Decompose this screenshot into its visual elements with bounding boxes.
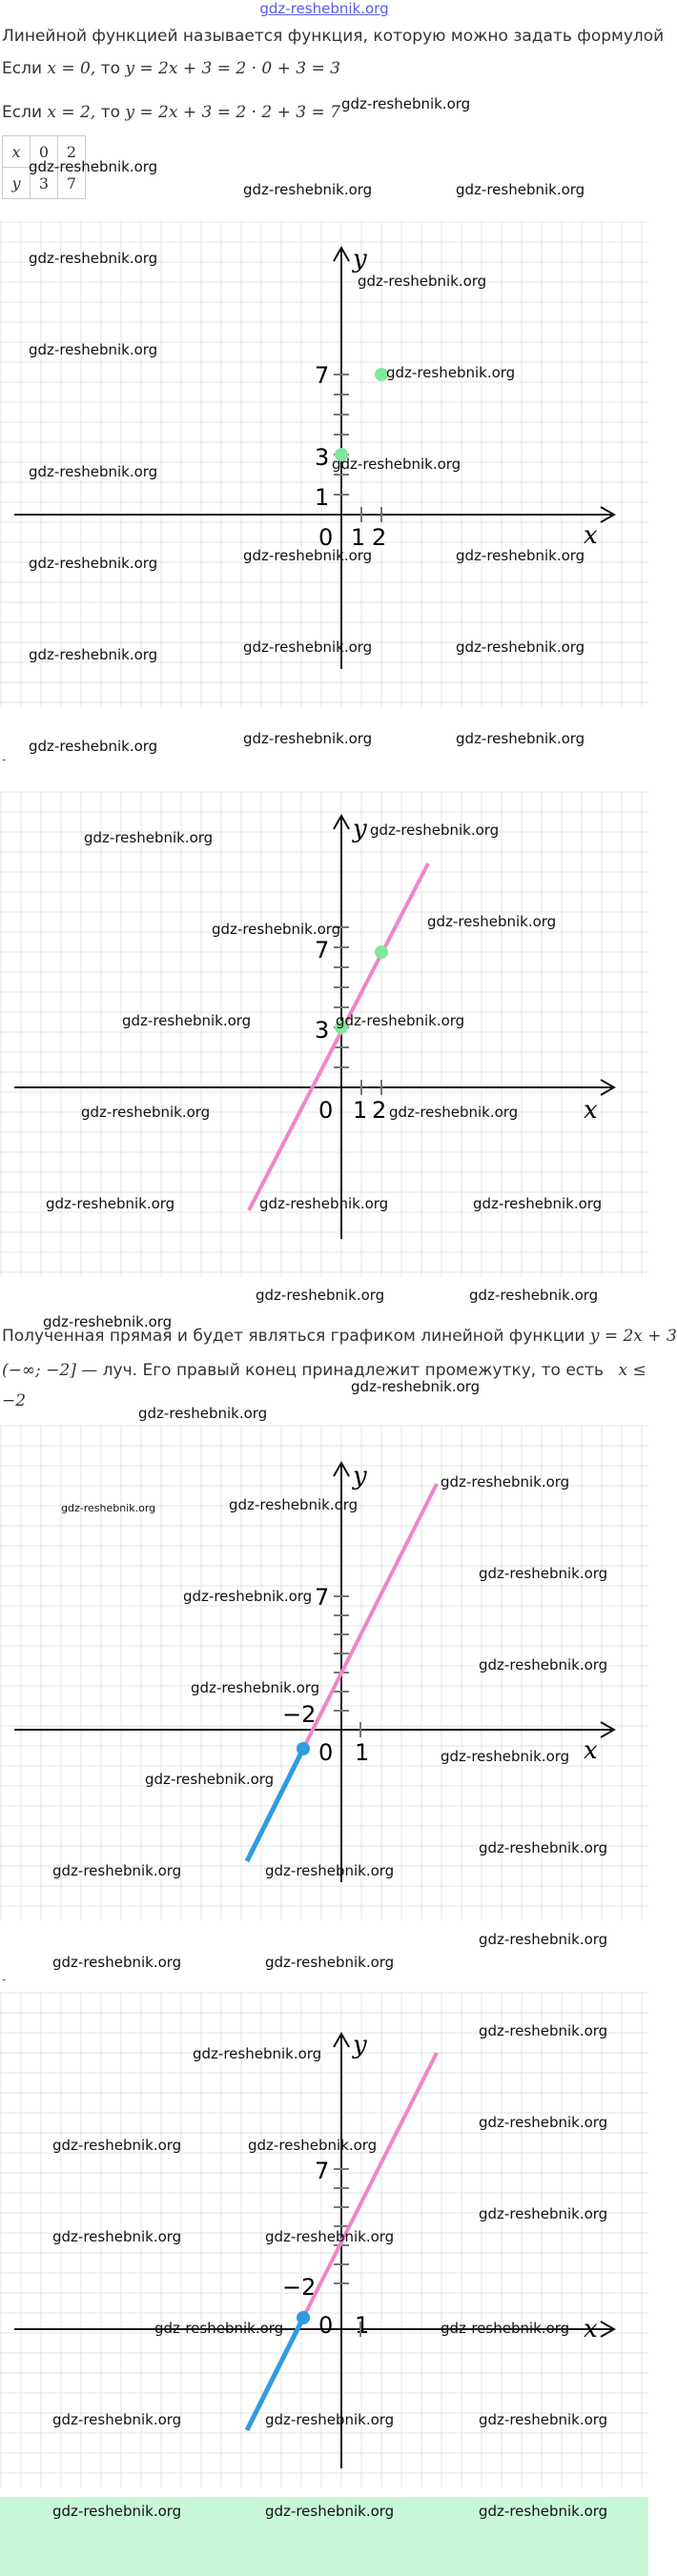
watermark: gdz-reshebnik.org	[52, 2411, 182, 2428]
watermark: gdz-reshebnik.org	[265, 2228, 395, 2245]
watermark: gdz-reshebnik.org	[332, 456, 462, 473]
watermark: gdz-reshebnik.org	[81, 1104, 211, 1121]
case0-line	[2, 59, 340, 78]
watermark: gdz-reshebnik.org	[243, 181, 373, 198]
case2-prefix: Если	[2, 103, 43, 122]
watermark: gdz-reshebnik.org	[479, 2022, 608, 2039]
watermark: gdz-reshebnik.org	[265, 1862, 395, 1879]
function-line	[303, 1484, 437, 1749]
watermark: gdz-reshebnik.org	[52, 2503, 182, 2520]
watermark: gdz-reshebnik.org	[336, 1012, 465, 1029]
table-cell: 0	[31, 136, 58, 168]
tick-label-x-1: 1	[351, 524, 366, 551]
y-axis-label: y	[353, 1462, 367, 1491]
case0-cond: x = 0,	[47, 59, 96, 78]
separator-dash: -	[2, 1973, 7, 1986]
y-ticks	[334, 1596, 360, 1737]
watermark: gdz-reshebnik.org	[29, 341, 158, 358]
x-axis-label: x	[584, 1736, 598, 1765]
watermark: gdz-reshebnik.org	[61, 1502, 156, 1514]
table-cell: 3	[31, 168, 58, 199]
case0-formula: y = 2x + 3 = 2 · 0 + 3 = 3	[125, 59, 340, 78]
tick-label-x-0: 0	[318, 1097, 334, 1124]
watermark: gdz-reshebnik.org	[265, 1954, 395, 1971]
watermark: gdz-reshebnik.org	[479, 1931, 608, 1948]
watermark: gdz-reshebnik.org	[243, 639, 373, 656]
watermark: gdz-reshebnik.org	[427, 913, 557, 930]
watermark: gdz-reshebnik.org	[193, 2045, 322, 2062]
watermark: gdz-reshebnik.org	[52, 2137, 182, 2154]
watermark: gdz-reshebnik.org	[265, 2411, 395, 2428]
definition-text: Линейной функцией называется функция, которую можно задать формулой	[2, 27, 665, 46]
x-axis-label: x	[584, 521, 598, 550]
case0-prefix: Если	[2, 59, 43, 78]
ray-text: — луч. Его правый конец принадлежит промежутку, то есть	[81, 1361, 605, 1380]
watermark: gdz-reshebnik.org	[29, 250, 158, 267]
watermark: gdz-reshebnik.org	[43, 1313, 173, 1330]
table-cell: x	[3, 136, 31, 168]
watermark: gdz-reshebnik.org	[138, 1405, 268, 1422]
watermark: gdz-reshebnik.org	[154, 2320, 284, 2337]
watermark: gdz-reshebnik.org	[29, 738, 158, 755]
case0-mid: то	[100, 59, 120, 78]
tick-label-y-3: 3	[315, 444, 330, 471]
watermark: gdz-reshebnik.org	[243, 730, 373, 747]
watermark: gdz-reshebnik.org	[243, 547, 373, 564]
result-formula: y = 2x + 3	[589, 1327, 677, 1346]
watermark: gdz-reshebnik.org	[456, 730, 585, 747]
case2-cond: x = 2,	[47, 103, 96, 122]
watermark: gdz-reshebnik.org	[122, 1012, 252, 1029]
table-cell: y	[3, 168, 31, 199]
watermark: gdz-reshebnik.org	[145, 1771, 275, 1788]
watermark: gdz-reshebnik.org	[29, 555, 158, 572]
watermark: gdz-reshebnik.org	[370, 821, 500, 839]
site-header-link[interactable]: gdz-reshebnik.org	[259, 0, 389, 17]
watermark: gdz-reshebnik.org	[479, 2503, 608, 2520]
watermark: gdz-reshebnik.org	[456, 639, 585, 656]
watermark: gdz-reshebnik.org	[351, 1378, 481, 1395]
x-axis-label: x	[584, 2315, 598, 2343]
watermark: gdz-reshebnik.org	[441, 1748, 570, 1765]
tick-label-y-minus2: −2	[282, 2274, 317, 2301]
watermark: gdz-reshebnik.org	[52, 1862, 182, 1879]
tick-label-x-2: 2	[372, 524, 387, 551]
point-2-7	[375, 945, 388, 959]
watermark: gdz-reshebnik.org	[479, 2114, 608, 2131]
ray-line	[2, 1361, 646, 1380]
tick-label-x-0: 0	[318, 524, 334, 551]
watermark: gdz-reshebnik.org	[46, 1195, 175, 1212]
case2-mid: то	[100, 103, 120, 122]
y-axis-label: y	[353, 245, 367, 274]
watermark: gdz-reshebnik.org	[456, 547, 585, 564]
tick-label-x-1: 1	[355, 1739, 370, 1766]
watermark: gdz-reshebnik.org	[358, 273, 487, 290]
tick-label-y-7: 7	[315, 1584, 330, 1611]
watermark: gdz-reshebnik.org	[191, 1679, 320, 1696]
tick-label-x-2: 2	[372, 1097, 387, 1124]
watermark: gdz-reshebnik.org	[441, 1473, 570, 1491]
tick-label-y-7: 7	[315, 937, 330, 963]
watermark: gdz-reshebnik.org	[479, 2205, 608, 2222]
watermark: gdz-reshebnik.org	[52, 1954, 182, 1971]
tick-label-y-1: 1	[315, 484, 330, 511]
watermark: gdz-reshebnik.org	[248, 2137, 378, 2154]
watermark: gdz-reshebnik.org	[29, 646, 158, 663]
watermark: gdz-reshebnik.org	[341, 95, 471, 112]
ray-cond: x ≤	[618, 1361, 646, 1380]
watermark: gdz-reshebnik.org	[265, 2503, 395, 2520]
ray-endpoint	[297, 1742, 310, 1755]
result-prefix: Полученная прямая и будет являться графиком линейной функции	[2, 1327, 585, 1346]
watermark: gdz-reshebnik.org	[256, 1287, 385, 1304]
tick-label-x-0: 0	[318, 1739, 334, 1766]
table-cell: 2	[58, 136, 86, 168]
y-axis-label: y	[353, 815, 367, 843]
watermark: gdz-reshebnik.org	[259, 1195, 389, 1212]
watermark: gdz-reshebnik.org	[479, 1656, 608, 1673]
case2-line	[2, 103, 340, 122]
watermark: gdz-reshebnik.org	[479, 1565, 608, 1582]
watermark: gdz-reshebnik.org	[229, 1496, 359, 1513]
watermark: gdz-reshebnik.org	[386, 364, 516, 381]
tick-label-y-7: 7	[315, 2158, 330, 2184]
watermark: gdz-reshebnik.org	[29, 463, 158, 480]
tick-label-x-1: 1	[353, 1097, 368, 1124]
x-axis-label: x	[584, 1096, 598, 1125]
tick-label-x-0: 0	[318, 2312, 334, 2339]
watermark: gdz-reshebnik.org	[183, 1588, 313, 1605]
watermark: gdz-reshebnik.org	[212, 921, 341, 938]
ray-value: −2	[2, 1391, 27, 1410]
table-cell: 7	[58, 168, 86, 199]
tick-label-y-7: 7	[315, 362, 330, 389]
tick-label-y-minus2: −2	[282, 1701, 317, 1728]
watermark: gdz-reshebnik.org	[456, 181, 585, 198]
watermark: gdz-reshebnik.org	[441, 2320, 570, 2337]
ray-interval: (−∞; −2]	[2, 1361, 76, 1380]
watermark: gdz-reshebnik.org	[479, 1839, 608, 1856]
watermark: gdz-reshebnik.org	[469, 1287, 599, 1304]
watermark: gdz-reshebnik.org	[52, 2228, 182, 2245]
watermark: gdz-reshebnik.org	[389, 1104, 519, 1121]
y-axis-label: y	[353, 2031, 367, 2059]
watermark: gdz-reshebnik.org	[479, 2411, 608, 2428]
tick-label-x-1: 1	[355, 2312, 370, 2339]
separator-dash: -	[2, 753, 7, 766]
watermark: gdz-reshebnik.org	[29, 158, 158, 175]
watermark: gdz-reshebnik.org	[84, 829, 214, 846]
ray-endpoint	[297, 2311, 310, 2324]
case2-formula: y = 2x + 3 = 2 · 2 + 3 = 7	[125, 103, 340, 122]
tick-label-y-3: 3	[315, 1017, 330, 1044]
watermark: gdz-reshebnik.org	[473, 1195, 603, 1212]
